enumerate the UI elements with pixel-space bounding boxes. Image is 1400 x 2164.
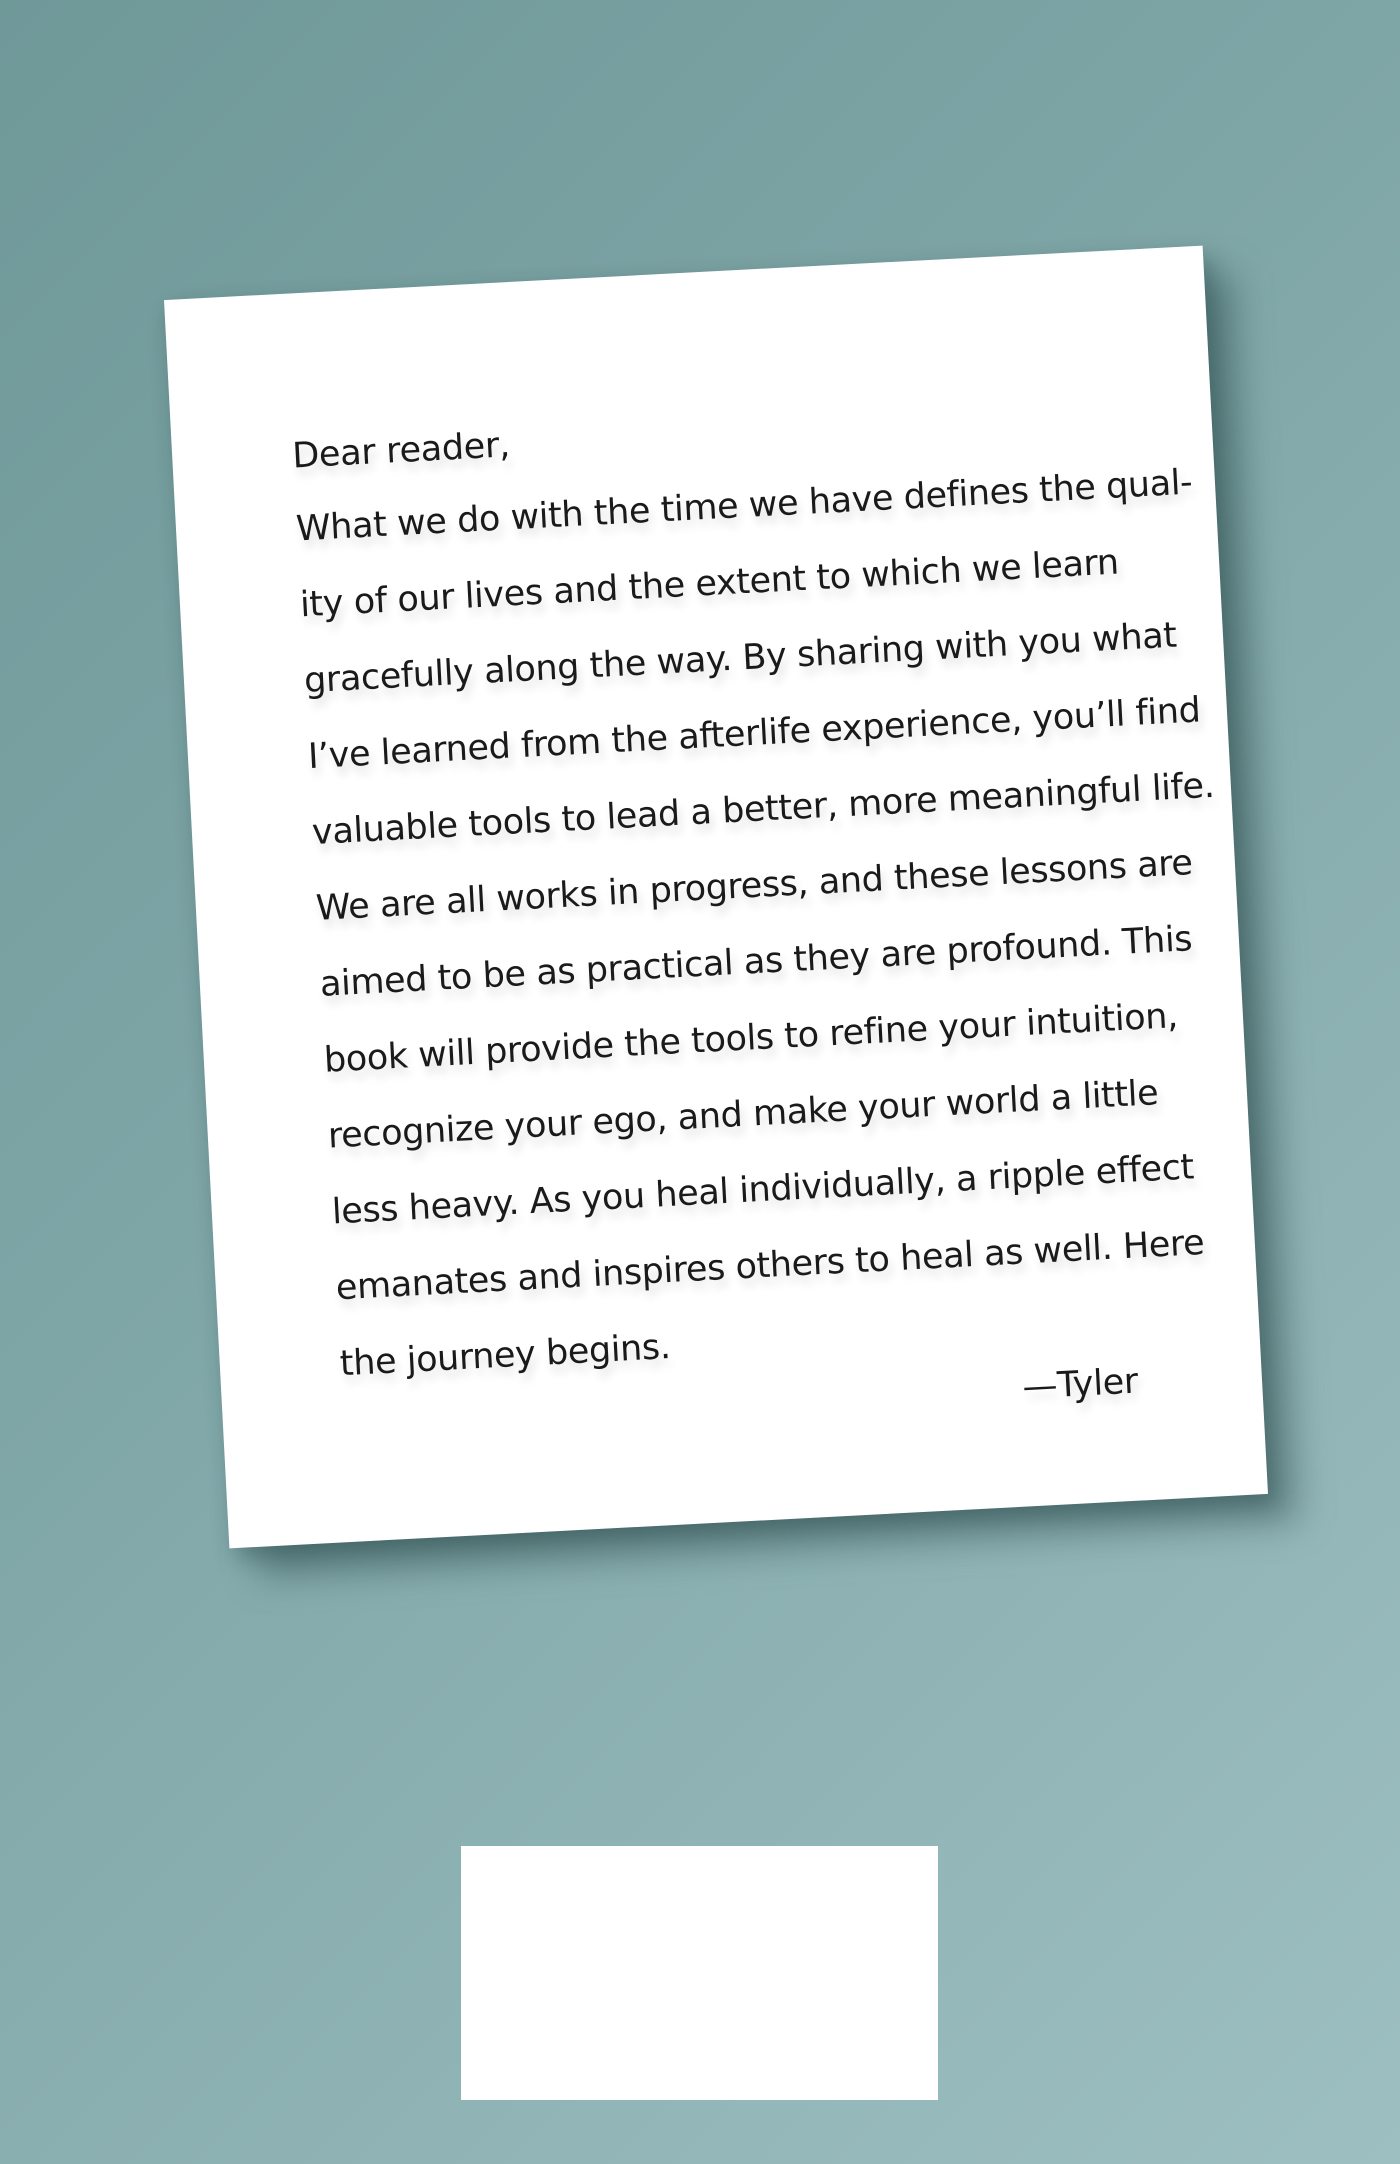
letter-signature: —Tyler xyxy=(1021,1361,1139,1408)
barcode-placeholder-box xyxy=(461,1846,938,2100)
letter-line: book will provide the tools to refine your intuition, xyxy=(322,996,1179,1081)
letter-body xyxy=(294,450,1216,1403)
letter-line: valuable tools to lead a better, more meaningful life. xyxy=(311,765,1216,854)
letter-line: I’ve learned from the afterlife experience, you’ll find xyxy=(307,690,1202,778)
letter-line: gracefully along the way. By sharing with you what xyxy=(303,615,1178,702)
letter-salutation: Dear reader, xyxy=(291,425,511,477)
letter-line: emanates and inspires others to heal as well. Here xyxy=(334,1222,1206,1309)
letter-line: recognize your ego, and make your world a little xyxy=(326,1073,1160,1157)
letter-line: aimed to be as practical as they are profound. This xyxy=(319,919,1194,1005)
letter-card xyxy=(164,246,1268,1549)
letter-line: We are all works in progress, and these lessons are xyxy=(315,843,1194,929)
letter-line: less heavy. As you heal individually, a ripple effect xyxy=(330,1147,1195,1233)
letter-line: What we do with the time we have defines the qual- xyxy=(295,462,1194,550)
letter-line: the journey begins. xyxy=(338,1327,672,1385)
letter-line: ity of our lives and the extent to which we learn xyxy=(299,542,1120,626)
